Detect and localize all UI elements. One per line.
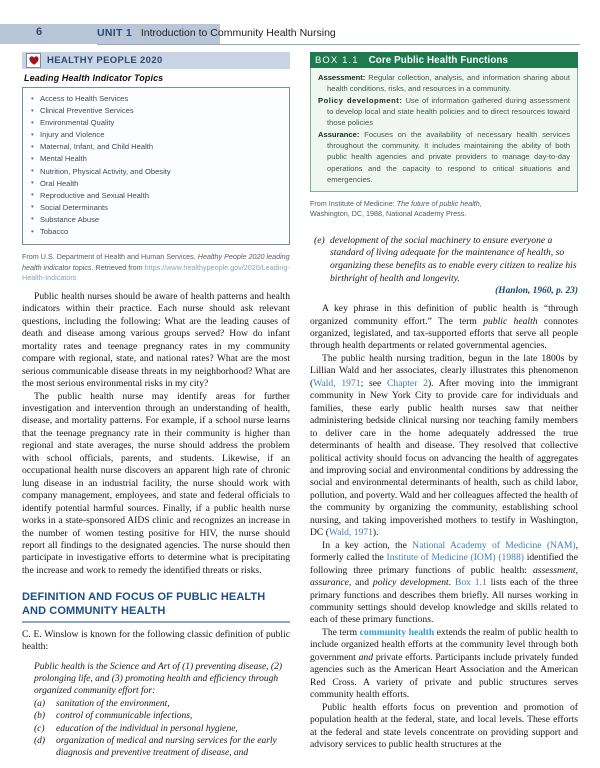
paragraph-left-2: The public health nurse may identify areas for further investigation and intervention through an understanding of health, disease, and mortality patterns. For example, if a school nurse learns that the teenage pregnancy rate in their community is higher than regional and state averages, the nurse should address the problem with school officials, parents, and students. Likewise, if an occupational health nurse discovers an apparent high rate of chronic lung disease in an industrial facility, the nurse should work with company management, employees, and state and federal officials to identify potential harmful sources. Finally, if a public health nurse works in a state-sponsored AIDS clinic and recognizes an increase in the number of women testing positive for HIV, the nurse should report all findings to the designated agencies. The nurse should then participate in investigative efforts to determine what is precipitating the increase and work to remedy the identified threats or risks. <box>22 390 290 576</box>
list-item-label: (d) <box>34 736 46 747</box>
box-item-text: Focuses on the availability of necessary health services throughout the community. It includes maintaining the ability of both public health agencies and private providers to manage day-to-day operations and the capacity to respond to critical situations and emergencies. <box>327 130 570 184</box>
section-heading <box>22 591 290 618</box>
text-run: , formerly called the <box>310 539 579 564</box>
citation-link-box-1-1[interactable]: Box 1.1 <box>454 577 487 589</box>
box-1-1 <box>310 52 578 220</box>
box-item <box>318 129 570 185</box>
healthy-people-subtitle: Leading Health Indicator Topics <box>24 73 164 83</box>
section-heading-line-1: DEFINITION AND FOCUS OF PUBLIC HEALTH <box>22 591 266 604</box>
list-item-label: (a) <box>34 698 46 709</box>
source-title: Healthy People 2020 leading health indicator topics <box>22 252 290 272</box>
running-head <box>0 24 600 44</box>
heart-icon <box>26 53 41 68</box>
text-run: The term <box>322 626 360 638</box>
quote-attribution: (Hanlon, 1960, p. 23) <box>495 286 578 297</box>
healthy-people-title: HEALTHY PEOPLE 2020 <box>47 55 163 66</box>
spacer <box>22 284 290 291</box>
text-run: ; see <box>360 377 388 389</box>
healthy-people-header <box>22 52 290 69</box>
list-item <box>34 723 290 735</box>
text-run: private efforts. Participants include privately funded agencies such as the American Heart Association and the American Red Cross. A variety of private and public structures serves community health efforts. <box>310 651 578 701</box>
emphasis-public-health: public health <box>483 315 538 327</box>
source-middle: . Retrieved from <box>91 262 145 272</box>
box-1-1-source-note <box>310 199 578 220</box>
text-run: ). <box>372 527 379 539</box>
list-item: • Injury and Violence <box>29 129 283 141</box>
list-item-text: education of the individual in personal hygiene, <box>56 723 238 734</box>
paragraph-right-1 <box>310 303 578 353</box>
text-run: extends the realm of public health to include organized health efforts at the community level through both government <box>310 626 579 663</box>
list-item: • Access to Health Services <box>29 93 283 105</box>
key-term-community-health: community health <box>359 626 435 638</box>
box-1-1-header <box>310 52 578 68</box>
box-item <box>318 72 570 94</box>
paragraph-right-4 <box>310 627 578 702</box>
list-item-label: (b) <box>34 711 46 722</box>
topic-list <box>29 93 283 238</box>
text-run: A key phrase in this definition of public health is “through organized community effort.” The term <box>310 303 578 327</box>
spacer <box>310 296 578 303</box>
list-item: • Nutrition, Physical Activity, and Obesity <box>29 166 283 178</box>
left-column <box>22 52 290 760</box>
list-item: • Environmental Quality <box>29 117 283 129</box>
list-item-text: sanitation of the environment, <box>56 698 170 709</box>
paragraph-left-1: Public health nurses should be aware of health patterns and health indicators within their practice. Each nurse should ask relevant questions, including the following: What are the leading causes of death and disease among various groups served? How do infant mortality rates and teenage pregnancy rates in my community compare with regional, state, and national rates? What are the most serious communicable disease threats in my neighborhood? What are the most serious environmental risks in my city? <box>22 290 290 390</box>
text-run: The public health nursing tradition, begun in the late 1800s by Lillian Wald and her associates, clearly illustrates this phenomenon ( <box>310 352 578 389</box>
list-item: • Social Determinants <box>29 202 283 214</box>
quote-item-e <box>310 235 578 285</box>
box-1-1-body <box>310 68 578 192</box>
quote-text: development of the social machinery to ensure everyone a standard of living adequate for the maintenance of health, so organizing these benefits as to enable every citizen to realize his birthright of health and longevity. <box>330 234 577 284</box>
source-suffix: Washington, DC, 1988, National Academy Press. <box>310 209 467 219</box>
citation-link-chapter-2[interactable]: Chapter 2 <box>387 377 428 389</box>
healthy-people-source-note <box>22 252 290 284</box>
box-item-text: Regular collection, analysis, and information sharing about health conditions, risks, and resources in a community. <box>327 73 570 94</box>
citation-link-wald-1971[interactable]: Wald, 1971 <box>313 377 361 389</box>
section-heading-rule <box>22 621 290 622</box>
paragraph-left-3: C. E. Winslow is known for the following classic definition of public health: <box>22 628 290 653</box>
citation-link-wald-1971-b[interactable]: Wald, 1971 <box>328 527 373 539</box>
running-head-rule <box>97 44 580 45</box>
list-item <box>34 735 290 760</box>
paragraph-right-5: Public health efforts focus on prevention and promotion of population health at the federal, state, and local levels. These efforts at the federal and state levels concentrate on providing support and advisory services to public health structures at the <box>310 701 578 750</box>
text-run: In a key action, the <box>322 539 413 551</box>
list-item: • Mental Health <box>29 153 283 165</box>
box-item <box>318 95 570 129</box>
list-item-label: (c) <box>34 723 45 734</box>
citation-link-iom-1988[interactable]: Institute of Medicine (IOM) (1988) <box>386 552 524 564</box>
box-title: Core Public Health Functions <box>368 54 509 66</box>
source-url[interactable]: https://www.healthypeople.gov/2020/Leading-Health-Indicators <box>22 262 290 283</box>
emphasis-functions-1: assessment, assurance, <box>310 564 578 589</box>
text-run: connotes organized, legislated, and tax-supported efforts that serve all people through health departments or related governmental agencies. <box>310 315 578 352</box>
list-item: • Reproductive and Sexual Health <box>29 190 283 202</box>
box-number-label: BOX 1.1 <box>315 54 359 66</box>
text-run: identified the following three primary functions of public health: <box>310 552 578 576</box>
citation-link-nam[interactable]: National Academy of Medicine (NAM) <box>412 539 576 551</box>
list-item: • Maternal, Infant, and Child Health <box>29 141 283 153</box>
box-item-term: Assessment: <box>318 73 366 82</box>
paragraph-right-3 <box>310 540 578 627</box>
emphasis-and: and <box>358 651 374 663</box>
healthy-people-topic-list <box>22 87 290 245</box>
text-run: ). After moving into the immigrant community in New York City to provide care for individuals and families, these early public health nurses saw that neither administering bedside clinical nursing nor teaching family members to deliver care in the home adequately addressed the true determinants of health and disease. They resolved that collective political activity should focus on advancing the health of aggregates and improving social and environmental conditions by addressing the social and environmental determinants of health, such as child labor, pollution, and poverty. Wald and her colleagues affected the health of the community by organizing the community, establishing school nursing, and taking impoverished mothers to testify in Washington, DC ( <box>310 377 578 539</box>
list-item: • Oral Health <box>29 178 283 190</box>
text-run: and <box>351 577 373 589</box>
source-prefix: From U.S. Department of Health and Human Services. <box>22 252 198 262</box>
healthy-people-box <box>22 52 290 284</box>
source-title: The future of public health, <box>396 198 482 208</box>
unit-title: Introduction to Community Health Nursing <box>140 27 336 39</box>
source-prefix: From Institute of Medicine: <box>310 198 397 208</box>
list-item-text: control of communicable infections, <box>56 711 193 722</box>
list-item: • Tobacco <box>29 226 283 238</box>
running-head-text <box>97 27 336 39</box>
box-item-term: Policy development: <box>318 95 403 105</box>
text-run: . <box>448 577 455 589</box>
paragraph-right-2 <box>310 353 578 540</box>
list-item <box>34 698 290 710</box>
list-item: • Clinical Preventive Services <box>29 105 283 117</box>
list-item-text: organization of medical and nursing services for the early diagnosis and preventive treatment of disease, and <box>56 736 277 759</box>
winslow-extract-intro: Public health is the Science and Art of (1) preventing disease, (2) prolonging life, and (3) promoting health and efficiency through organized community effort for: <box>34 661 282 697</box>
section-heading-line-2: AND COMMUNITY HEALTH <box>22 604 166 617</box>
right-column <box>310 52 578 751</box>
emphasis-functions-2: policy development <box>372 577 449 589</box>
unit-label: UNIT 1 <box>97 27 133 39</box>
list-item <box>34 710 290 722</box>
quote-label: (e) <box>314 234 325 246</box>
box-item-text: Use of information gathered during assessment to develop local and state health policies and to direct resources toward those policies <box>327 95 570 128</box>
winslow-extract-list <box>34 698 290 760</box>
box-item-term: Assurance: <box>318 130 360 140</box>
list-item: • Substance Abuse <box>29 214 283 226</box>
page-number: 6 <box>36 26 43 38</box>
text-run: lists each of the three primary functions and describes them briefly. All nurses working in community settings should develop knowledge and skills related to each of these primary functions. <box>310 577 578 626</box>
